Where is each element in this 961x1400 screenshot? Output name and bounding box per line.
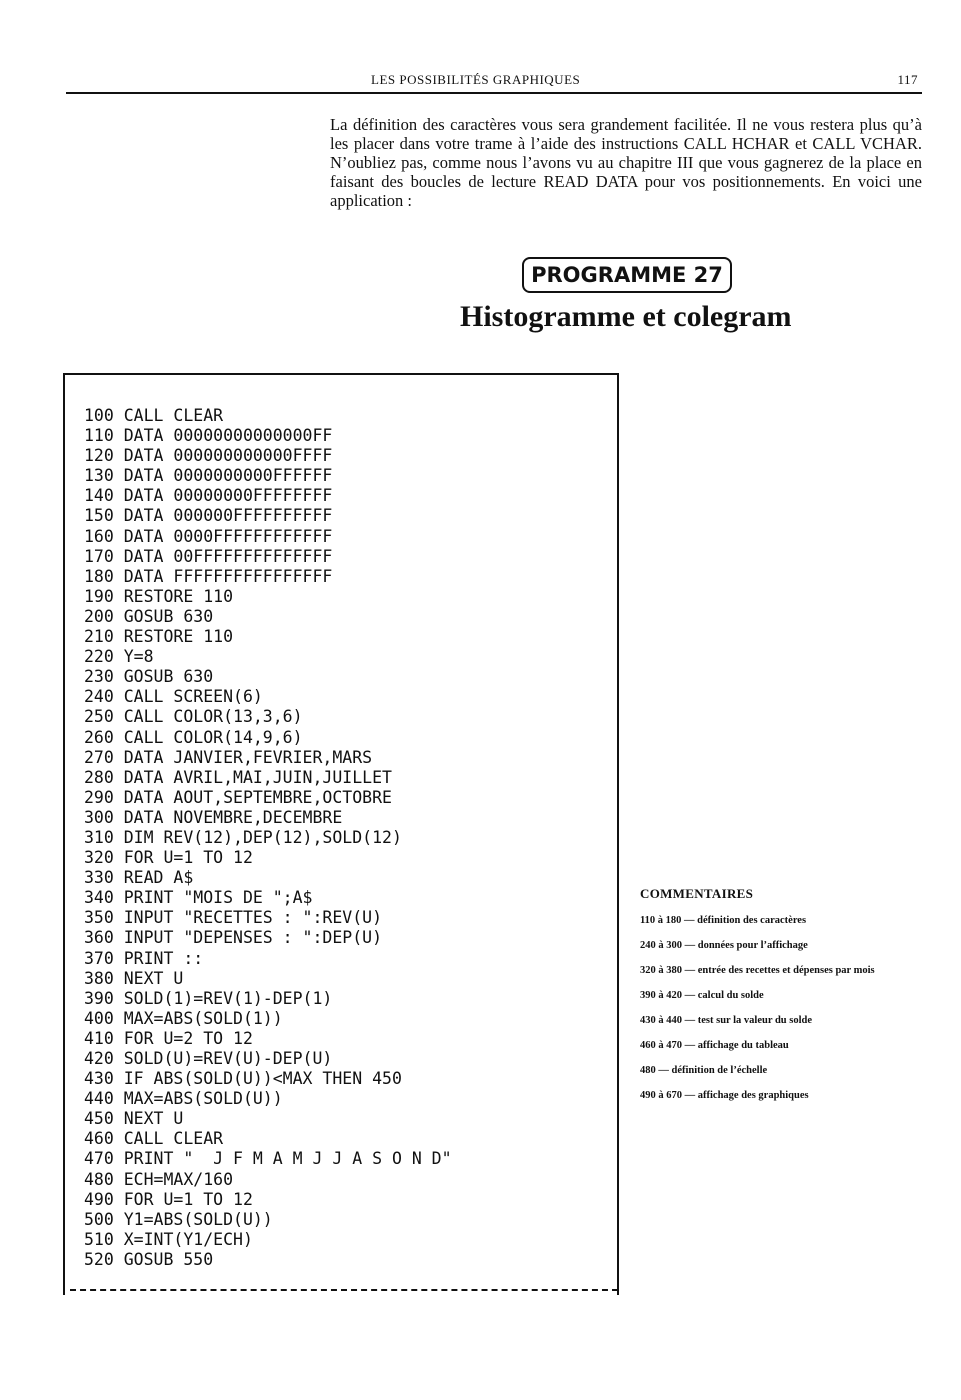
comment-item: 110 à 180 — définition des caractères bbox=[640, 915, 807, 926]
code-line: 470 PRINT " J F M A M J J A S O N D" bbox=[84, 1149, 452, 1169]
code-line: 510 X=INT(Y1/ECH) bbox=[84, 1229, 253, 1249]
code-line: 150 DATA 000000FFFFFFFFFF bbox=[84, 506, 333, 526]
code-line: 110 DATA 00000000000000FF bbox=[84, 426, 333, 446]
code-line: 250 CALL COLOR(13,3,6) bbox=[84, 707, 303, 727]
running-header bbox=[66, 70, 922, 94]
code-line: 410 FOR U=2 TO 12 bbox=[84, 1028, 253, 1048]
code-line: 370 PRINT :: bbox=[84, 948, 204, 968]
listing-frame-dashed-edge bbox=[70, 1289, 618, 1291]
code-line: 120 DATA 000000000000FFFF bbox=[84, 446, 333, 466]
code-line: 290 DATA AOUT,SEPTEMBRE,OCTOBRE bbox=[84, 787, 392, 807]
comments-title: COMMENTAIRES bbox=[640, 886, 754, 901]
code-line: 220 Y=8 bbox=[84, 647, 154, 667]
code-line: 210 RESTORE 110 bbox=[84, 627, 234, 647]
comment-item: 460 à 470 — affichage du tableau bbox=[640, 1040, 789, 1051]
program-listing bbox=[84, 406, 604, 1270]
code-line: 440 MAX=ABS(SOLD(U)) bbox=[84, 1089, 283, 1109]
code-line: 240 CALL SCREEN(6) bbox=[84, 687, 263, 707]
code-line: 500 Y1=ABS(SOLD(U)) bbox=[84, 1209, 273, 1229]
code-line: 400 MAX=ABS(SOLD(1)) bbox=[84, 1008, 283, 1028]
code-line: 200 GOSUB 630 bbox=[84, 606, 214, 626]
intro-paragraph: La définition des caractères vous sera grandement facilitée. Il ne vous restera plus qu’à les placer dans votre trame à l’aide des instructions CALL HCHAR et CALL VCHAR. N’oubliez pas, comme nous l’avons vu au chapitre III que vous gagnerez de la place en faisant des boucles de lecture READ DATA pour vos positionnements. En voici une application : bbox=[330, 115, 922, 210]
code-line: 430 IF ABS(SOLD(U))<MAX THEN 450 bbox=[84, 1069, 402, 1089]
code-line: 140 DATA 00000000FFFFFFFF bbox=[84, 486, 333, 506]
code-line: 310 DIM REV(12),DEP(12),SOLD(12) bbox=[84, 827, 402, 847]
code-line: 350 INPUT "RECETTES : ":REV(U) bbox=[84, 908, 383, 928]
code-line: 330 READ A$ bbox=[84, 868, 194, 888]
page-number: 117 bbox=[897, 72, 918, 87]
code-line: 480 ECH=MAX/160 bbox=[84, 1169, 234, 1189]
code-line: 130 DATA 0000000000FFFFFF bbox=[84, 466, 333, 486]
comments-block bbox=[640, 886, 925, 1114]
code-line: 160 DATA 0000FFFFFFFFFFFF bbox=[84, 526, 333, 546]
code-line: 490 FOR U=1 TO 12 bbox=[84, 1189, 253, 1209]
code-line: 100 CALL CLEAR bbox=[84, 406, 224, 425]
program-title: Histogramme et colegram bbox=[460, 300, 792, 333]
code-line: 460 CALL CLEAR bbox=[84, 1129, 224, 1149]
code-line: 450 NEXT U bbox=[84, 1109, 184, 1129]
code-line: 280 DATA AVRIL,MAI,JUIN,JUILLET bbox=[84, 767, 392, 787]
program-label: PROGRAMME 27 bbox=[531, 263, 723, 287]
code-line: 190 RESTORE 110 bbox=[84, 586, 234, 606]
code-line: 520 GOSUB 550 bbox=[84, 1249, 214, 1269]
code-line: 360 INPUT "DEPENSES : ":DEP(U) bbox=[84, 928, 383, 948]
code-line: 230 GOSUB 630 bbox=[84, 667, 214, 687]
code-line: 320 FOR U=1 TO 12 bbox=[84, 848, 253, 868]
code-line: 380 NEXT U bbox=[84, 968, 184, 988]
comment-item: 320 à 380 — entrée des recettes et dépenses par mois bbox=[640, 965, 875, 976]
comment-item: 480 — définition de l’échelle bbox=[640, 1065, 768, 1076]
code-line: 300 DATA NOVEMBRE,DECEMBRE bbox=[84, 807, 343, 827]
code-line: 180 DATA FFFFFFFFFFFFFFFF bbox=[84, 566, 333, 586]
comment-item: 430 à 440 — test sur la valeur du solde bbox=[640, 1015, 812, 1026]
comment-item: 490 à 670 — affichage des graphiques bbox=[640, 1090, 809, 1101]
code-line: 390 SOLD(1)=REV(1)-DEP(1) bbox=[84, 988, 333, 1008]
comment-item: 390 à 420 — calcul du solde bbox=[640, 990, 764, 1001]
code-line: 340 PRINT "MOIS DE ";A$ bbox=[84, 888, 313, 908]
code-line: 270 DATA JANVIER,FEVRIER,MARS bbox=[84, 747, 373, 767]
code-line: 420 SOLD(U)=REV(U)-DEP(U) bbox=[84, 1049, 333, 1068]
comments-list bbox=[640, 914, 925, 1102]
code-line: 170 DATA 00FFFFFFFFFFFFFF bbox=[84, 546, 333, 566]
program-label-box bbox=[522, 257, 732, 293]
code-line: 260 CALL COLOR(14,9,6) bbox=[84, 727, 303, 747]
comment-item: 240 à 300 — données pour l’affichage bbox=[640, 940, 808, 951]
header-title: LES POSSIBILITÉS GRAPHIQUES bbox=[371, 72, 581, 87]
